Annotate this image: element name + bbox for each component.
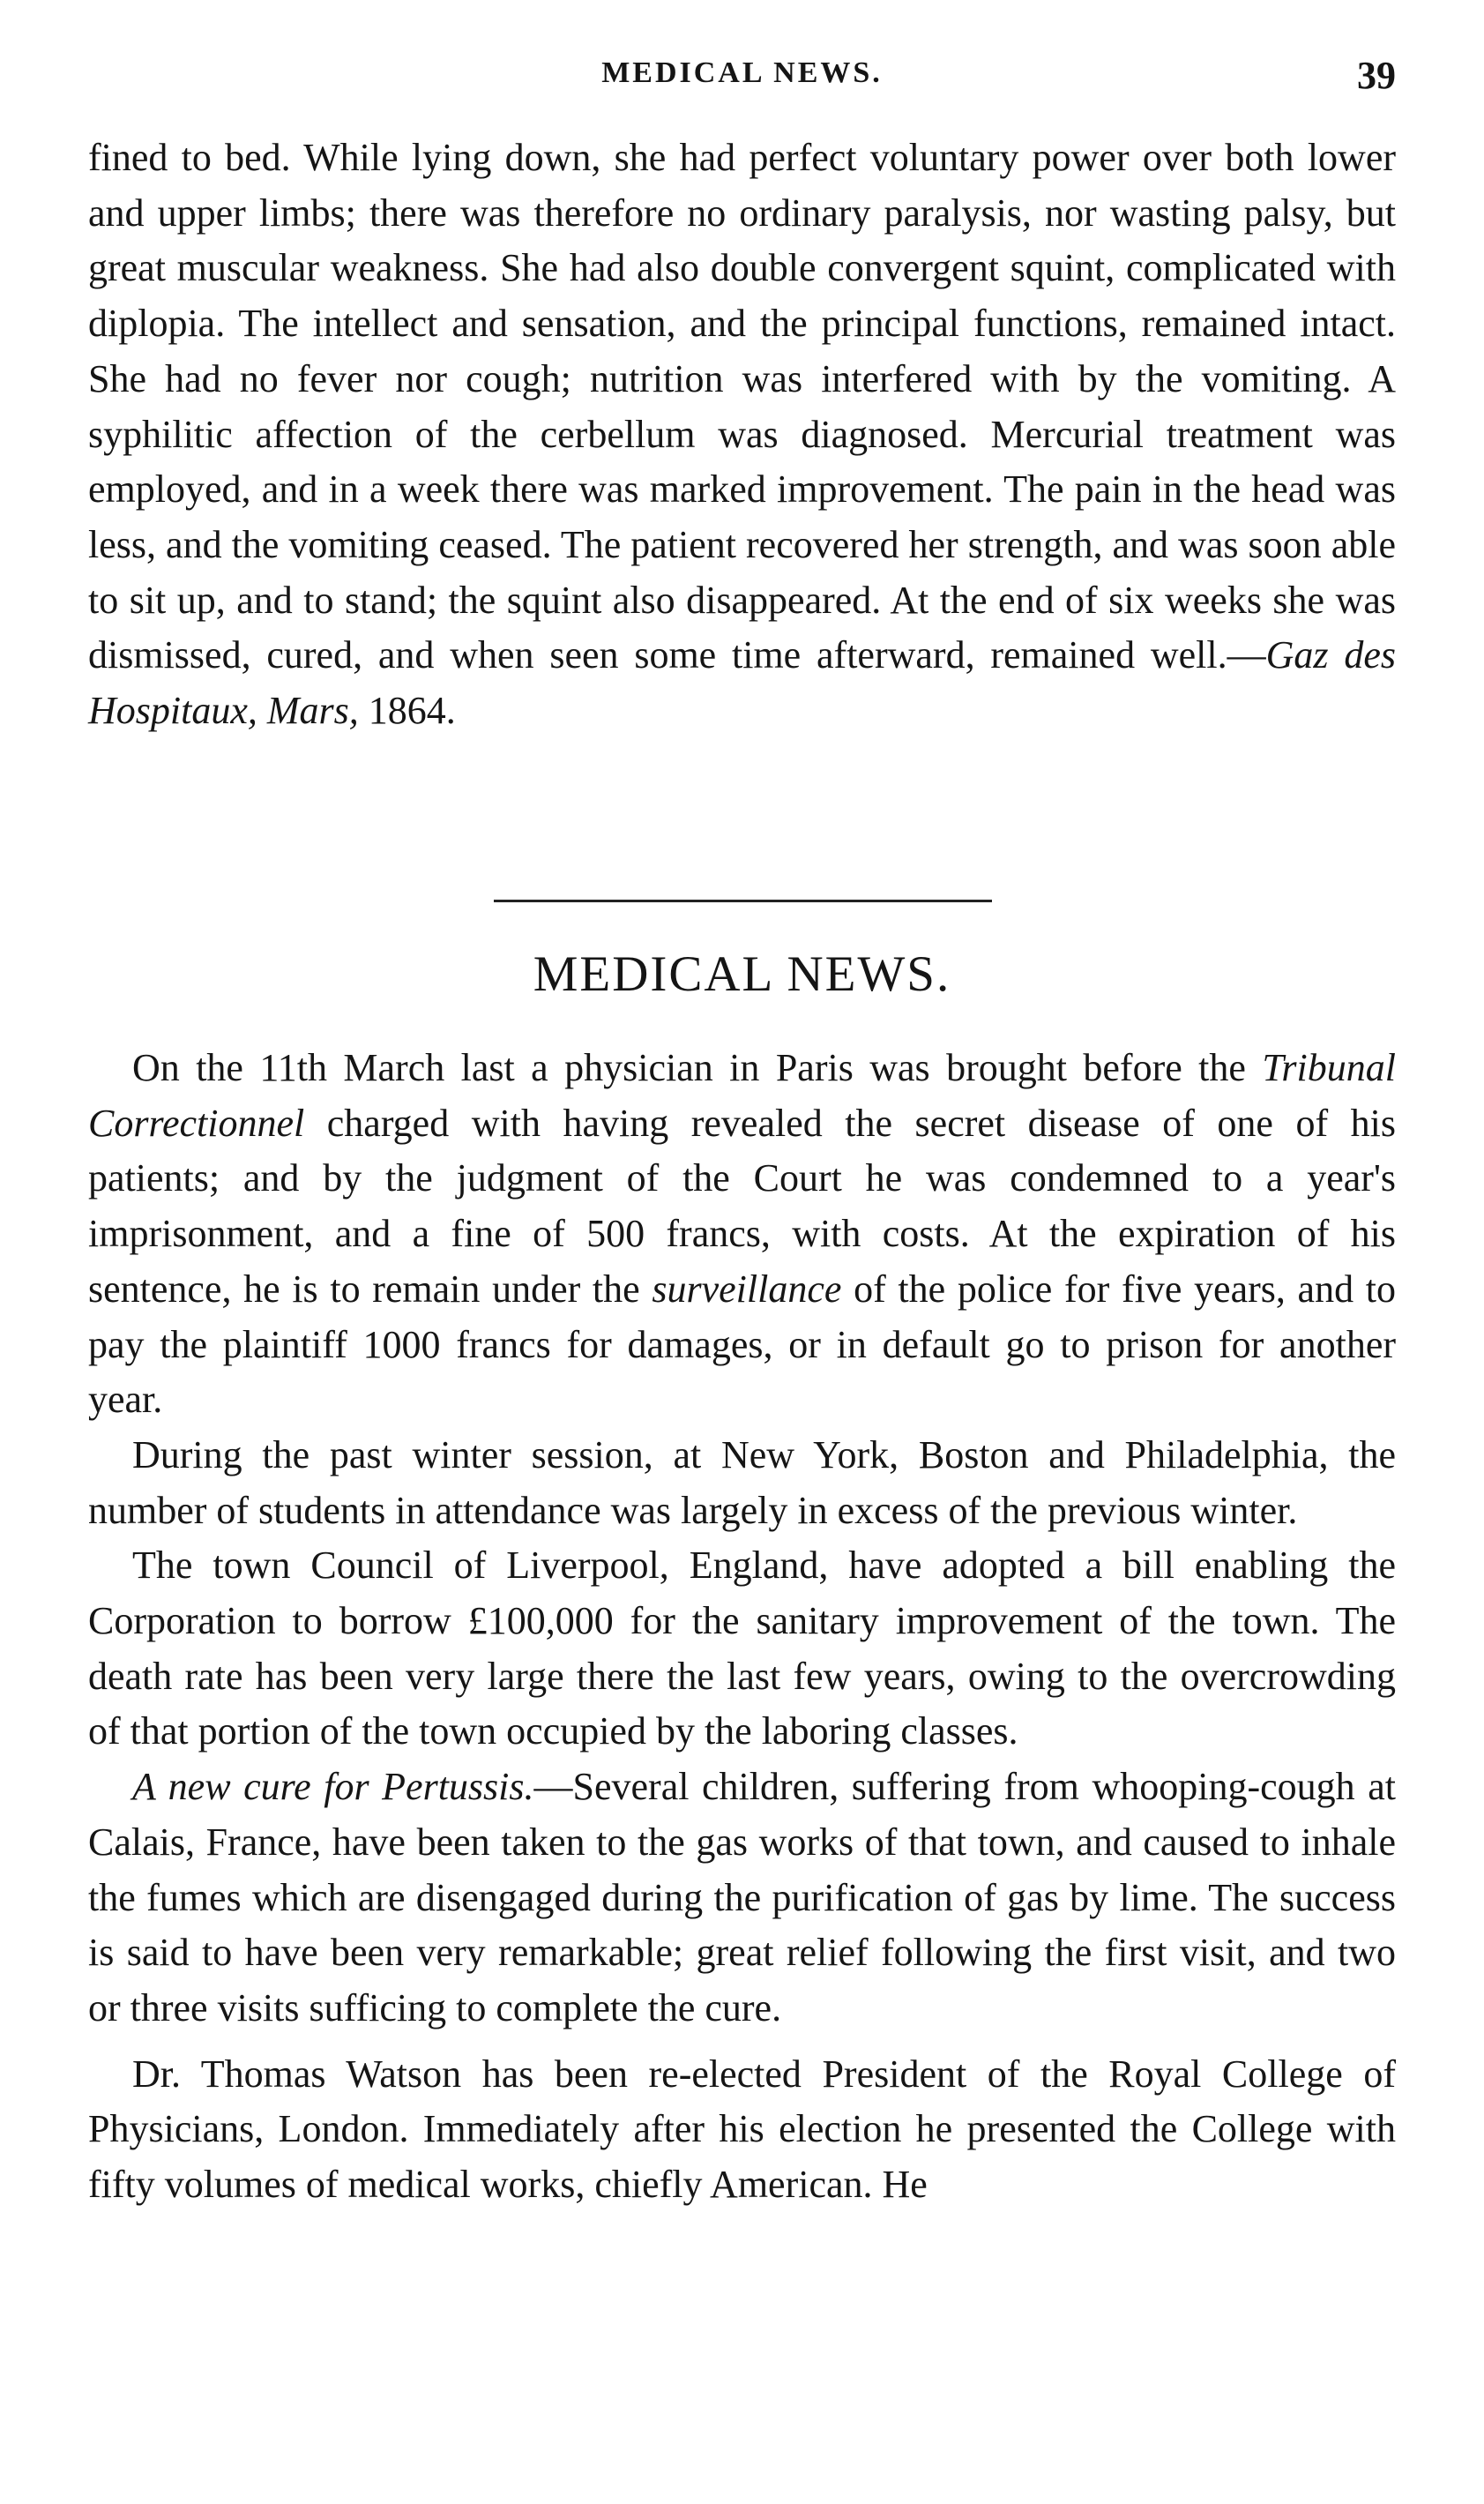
continued-paragraph (88, 131, 1396, 739)
continued-article (88, 131, 1396, 739)
running-head (88, 53, 1396, 106)
news-paragraph-paris (88, 1041, 1396, 1428)
tribunal-name: Tribunal Correctionnel (88, 1046, 1396, 1145)
news-section (88, 1041, 1396, 2213)
page-number: 39 (1357, 54, 1396, 97)
running-title: MEDICAL NEWS. (601, 56, 883, 89)
news-paragraph-students: During the past winter session, at New York, Boston and Philadelphia, the number of students in attendance was largely in excess of the previous winter. (88, 1432, 1396, 1532)
continued-text: fined to bed. While lying down, she had perfect voluntary power over both lower and upper limbs; there was therefore no ordinary paralysis, nor wasting palsy, but great muscular weakness. She had also double convergent squint, complicated with diplopia. The intellect and sensation, and the principal functions, remained intact. She had no fever nor cough; nutrition was interfered with by the vomiting. A syphilitic affection of the cerbellum was diagnosed. Mercurial treatment was employed, and in a week there was marked improvement. The pain in the head was less, and the vomiting ceased. The patient recovered her strength, and was soon able to sit up, and to stand; the squint also disappeared. At the end of six weeks she was dismissed, cured, and when seen some time afterward, remained well.— (88, 136, 1396, 677)
news-paragraph-pertussis (88, 1760, 1396, 2037)
pertussis-text: —Several children, suffering from whooping-cough at Calais, France, have been taken to the gas works of that town, and caused to inhale the fumes which are disengaged during the purification of gas by lime. The success is said to have been very remarkable; great relief following the first visit, and two or three visits sufficing to complete the cure. (88, 1765, 1396, 2029)
citation-year: 1864. (358, 689, 456, 733)
paris-text-start: On the 11th March last a physician in Paris was brought before the (132, 1046, 1263, 1089)
pertussis-heading: A new cure for Pertussis. (132, 1765, 534, 1809)
surveillance-term: surveillance (652, 1267, 842, 1311)
citation-source: Gaz des Hospitaux, Mars, (88, 633, 1396, 733)
section-heading: MEDICAL NEWS. (533, 946, 951, 1002)
section-divider (494, 900, 992, 902)
paris-text-end: of the police for five years, and to pay the plaintiff 1000 francs for damages, or in default go to prison for another year. (88, 1267, 1396, 1422)
news-paragraph-liverpool: The town Council of Liverpool, England, have adopted a bill enabling the Corporation to borrow £100,000 for the sanitary improvement of the town. The death rate has been very large there the last few years, owing to the overcrowding of that portion of the town occupied by the laboring classes. (88, 1544, 1396, 1753)
news-paragraph-watson: Dr. Thomas Watson has been re-elected President of the Royal College of Physicians, London. Immediately after his election he presented the College with fifty volumes of medical works, chiefly American. He (88, 2052, 1396, 2207)
paris-text-middle: charged with having revealed the secret disease of one of his patients; and by the judgment of the Court he was condemned to a year's imprisonment, and a fine of 500 francs, with costs. At the expiration of his sentence, he is to remain under the (88, 1101, 1396, 1311)
